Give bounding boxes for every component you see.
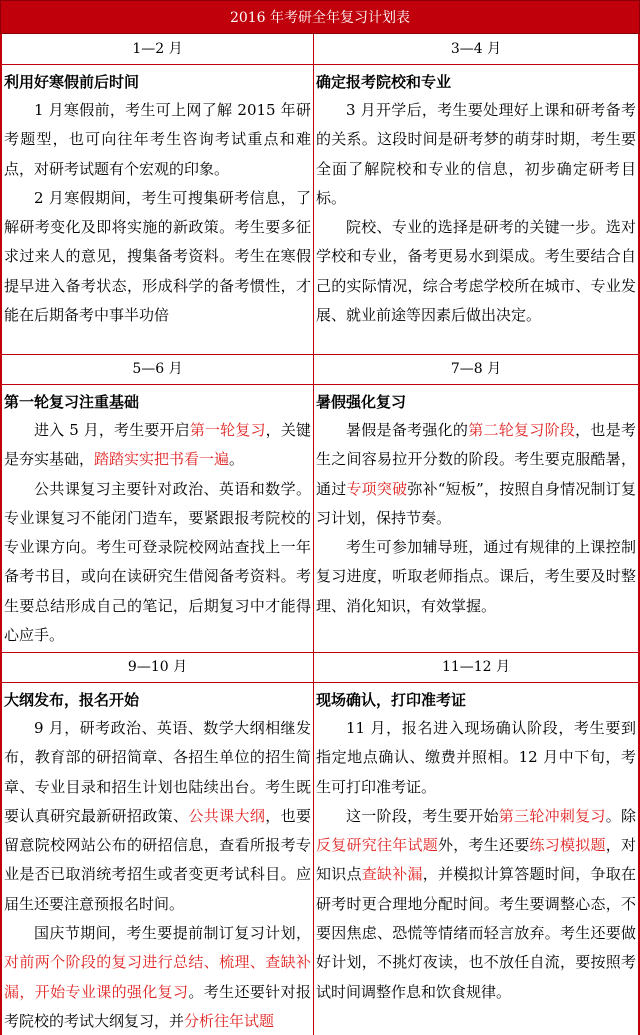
highlighted-text: 反复研究往年试题 (316, 836, 438, 855)
plan-cell (313, 34, 638, 354)
highlighted-text: 公共课大纲 (188, 806, 266, 825)
text-run: 院校、专业的选择是研考的关键一步。选对学校和专业，备考更易水到渠成。考生要结合自己的实际情况，综合考虑学校所在城市、专业发展、就业前途等因素后做出决定。 (316, 218, 636, 325)
section-heading: 第一轮复习注重基础 (4, 393, 140, 411)
text-run: 外，考生还要 (437, 836, 530, 855)
section-heading: 利用好寒假前后时间 (4, 73, 140, 91)
plan-cell (2, 34, 313, 354)
plan-cell (2, 652, 313, 1035)
plan-table (0, 34, 640, 1035)
table-title: 2016 年考研全年复习计划表 (0, 0, 640, 34)
paragraph (314, 533, 638, 621)
text-run: 。 (229, 450, 245, 469)
section-heading: 暑假强化复习 (316, 393, 407, 411)
plan-cell (313, 354, 638, 652)
text-run: 3 月开学后，考生要处理好上课和研考备考的关系。这段时间是研考梦的萌芽时期，考生要全面了解院校和专业的信息，初步确定研考目标。 (316, 101, 636, 207)
text-run: ，也要留意院校网站公布的研招信息，查看所报考专业是否已取消统考招生或者变更考试科目。应届生还要注意预报名时间。 (4, 806, 311, 913)
paragraph (2, 475, 313, 651)
text-run: 弥补“短板”，按照自身情况制订复习计划，保持节奏。 (316, 479, 636, 527)
month-header: 3—4 月 (314, 34, 638, 65)
text-run: 暑假是备考强化的 (346, 421, 469, 439)
text-run: 考生可参加辅导班，通过有规律的上课控制复习进度，听取老师指点。课后，考生要及时整理、消化知识，有效掌握。 (316, 538, 636, 615)
highlighted-text: 专项突破 (346, 479, 408, 498)
month-header: 1—2 月 (2, 34, 313, 65)
paragraph (2, 416, 313, 475)
highlighted-text: 查缺补漏 (361, 865, 423, 884)
text-run: 进入 5 月，考生要开启 (34, 421, 190, 439)
section-heading: 确定报考院校和专业 (316, 73, 452, 91)
text-run: 。除 (605, 806, 636, 825)
paragraph (2, 184, 313, 330)
paragraph (314, 416, 638, 533)
highlighted-text: 分析往年试题 (184, 1011, 275, 1030)
month-header: 9—10 月 (2, 652, 313, 683)
text-run: 9 月，研考政治、英语、数学大纲相继发布，教育部的研招简章、各招生单位的招生简章、专业目录和招生计划也陆续出台。考生既要认真研究最新研招政策、 (4, 719, 311, 825)
highlighted-text: 第一轮复习 (189, 421, 266, 439)
text-run: ，关键是夯实基础， (4, 421, 311, 469)
month-header: 11—12 月 (314, 652, 638, 683)
highlighted-text: 踏踏实实把书看一遍 (94, 450, 230, 469)
text-run: 公共课复习主要针对政治、英语和数学。专业课复习不能闭门造车，要紧跟报考院校的专业课方向。考生可登录院校网站查找上一年备考书目，或向在读研究生借阅备考资料。考生要总结形成自己的笔记，后期复习中才能得心应手。 (4, 479, 311, 645)
paragraph (2, 714, 313, 919)
text-run: 2 月寒假期间，考生可搜集研考信息，了解研考变化及即将实施的新政策。考生要多征求过来人的意见，搜集备考资料。考生在寒假提早进入备考状态，形成科学的备考惯性，才能在后期备考中事半功倍 (4, 188, 311, 325)
text-run: ，也是考生之间容易拉开分数的阶段。考生要克服酷暑，通过 (316, 421, 636, 498)
paragraph (2, 96, 313, 184)
month-header: 5—6 月 (2, 354, 313, 385)
plan-cell (313, 652, 638, 1035)
highlighted-text: 第三轮冲刺复习 (498, 806, 606, 825)
highlighted-text: 第二轮复习阶段 (468, 421, 576, 439)
section-heading: 现场确认，打印准考证 (316, 691, 467, 709)
paragraph (314, 714, 638, 802)
paragraph (314, 213, 638, 330)
highlighted-text: 练习模拟题 (529, 836, 606, 855)
paragraph (314, 802, 638, 1007)
text-run: 。考生还要针对报考院校的考试大纲复习，并 (4, 982, 311, 1030)
text-run: 11 月，报名进入现场确认阶段，考生要到指定地点确认、缴费并照相。12 月中下旬，考生可打印准考证。 (316, 719, 636, 796)
text-run: ，对知识点 (316, 836, 636, 884)
text-run: 这一阶段，考生要开始 (346, 806, 499, 825)
month-header: 7—8 月 (314, 354, 638, 385)
highlighted-text: 对前两个阶段的复习进行总结、梳理、查缺补漏，开始专业课的强化复习 (4, 953, 311, 1001)
text-run: 国庆节期间，考生要提前制订复习计划， (34, 924, 311, 943)
plan-cell (2, 354, 313, 652)
paragraph (2, 919, 313, 1035)
text-run: 1 月寒假前，考生可上网了解 2015 年研考题型，也可向往年考生咨询考试重点和难点，对研考试题有个宏观的印象。 (4, 101, 311, 178)
text-run: ，并模拟计算答题时间，争取在研考时更合理地分配时间。考生要调整心态，不要因焦虑、恐慌等情绪而轻言放弃。考生还要做好计划，不挑灯夜读，也不放任自流，要按照考试时间调整作息和饮食规律。 (316, 865, 636, 1001)
paragraph (314, 96, 638, 213)
section-heading: 大纲发布，报名开始 (4, 691, 140, 709)
